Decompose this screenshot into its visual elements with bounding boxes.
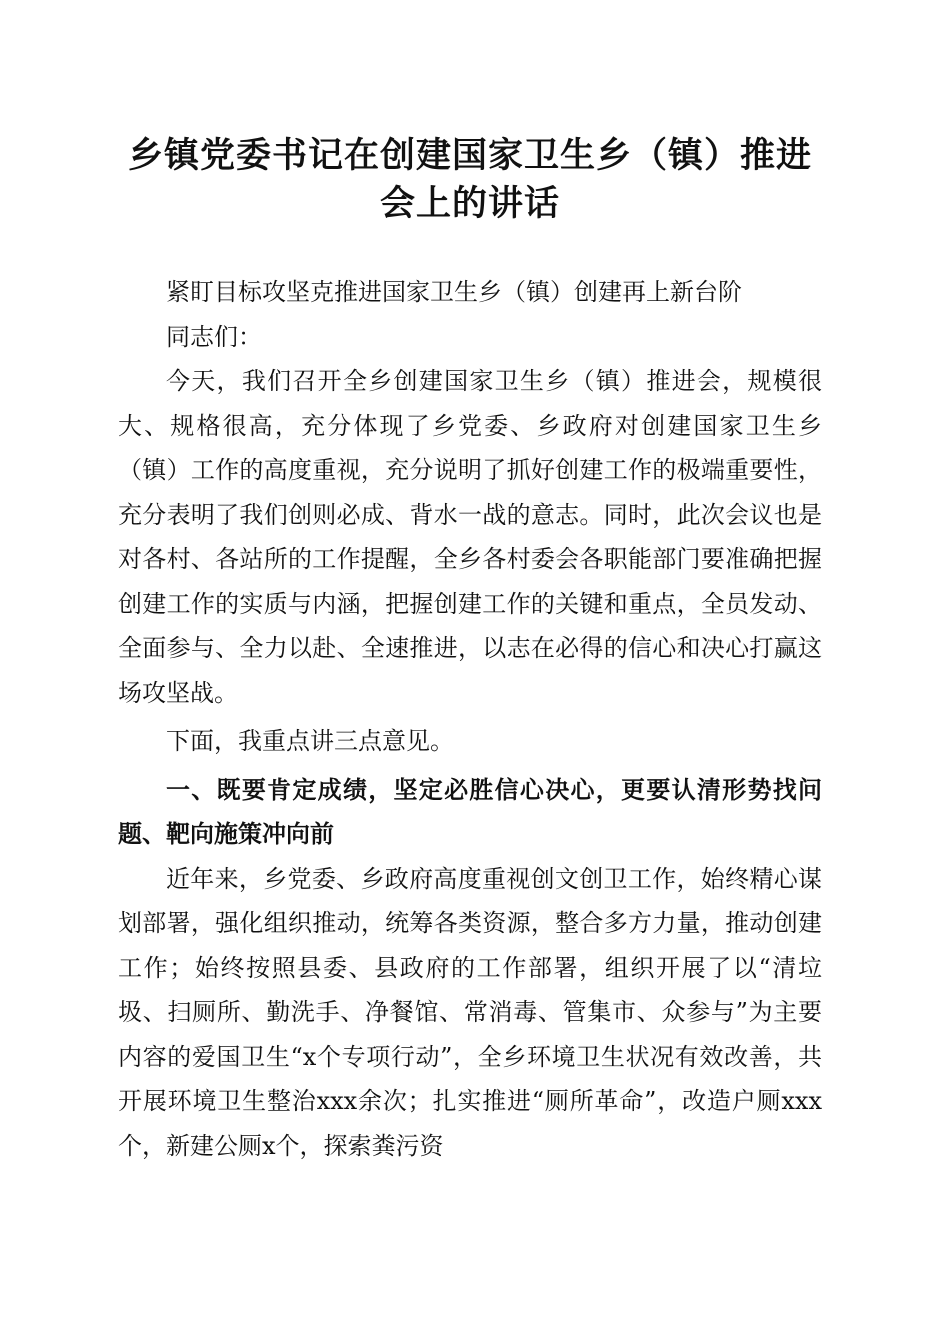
document-page — [118, 132, 822, 1168]
document-title: 乡镇党委书记在创建国家卫生乡（镇）推进会上的讲话 — [127, 135, 812, 224]
salutation: 同志们： — [166, 322, 262, 351]
paragraph-achievements: 近年来，乡党委、乡政府高度重视创文创卫工作，始终精心谋划部署，强化组织推动，统筹各类资源，整合多方力量，推动创建工作；始终按照县委、县政府的工作部署，组织开展了以“清垃圾、扫厕所、勤洗手、净餐馆、常消毒、管集市、众参与”为主要内容的爱国卫生“x个专项行动”，全乡环境卫生状况有效改善，共开展环境卫生整治xxx余次；扎实推进“厕所革命”，改造户厕xxx个，新建公厕x个，探索粪污资 — [118, 864, 822, 1160]
document-subtitle: 紧盯目标攻坚克推进国家卫生乡（镇）创建再上新台阶 — [166, 278, 742, 306]
section-heading-1: 一、既要肯定成绩，坚定必胜信心决心，更要认清形势找问题、靶向施策冲向前 — [118, 775, 822, 848]
paragraph-opening: 今天，我们召开全乡创建国家卫生乡（镇）推进会，规模很大、规格很高，充分体现了乡党委、乡政府对创建国家卫生乡（镇）工作的高度重视，充分说明了抓好创建工作的极端重要性，充分表明了我们创则必成、背水一战的意志。同时，此次会议也是对各村、各站所的工作提醒，全乡各村委会各职能部门要准确把握创建工作的实质与内涵，把握创建工作的关键和重点，全员发动、全面参与、全力以赴、全速推进，以志在必得的信心和决心打赢这场攻坚战。 — [118, 367, 822, 707]
paragraph-outline: 下面，我重点讲三点意见。 — [166, 727, 454, 755]
document-body — [118, 270, 822, 1168]
